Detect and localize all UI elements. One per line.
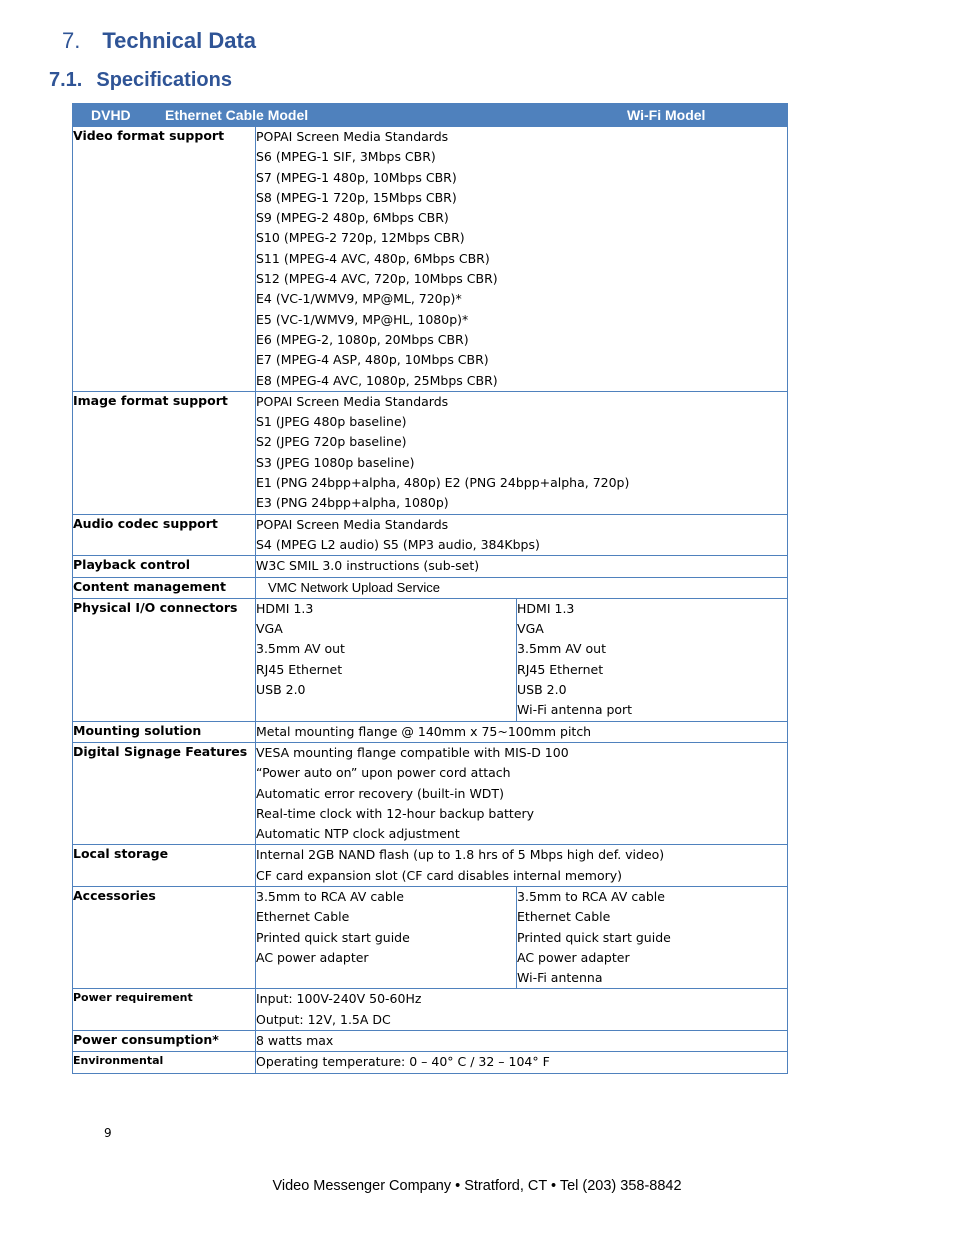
spec-value-line: E3 (PNG 24bpp+alpha, 1080p) [256, 495, 449, 511]
spec-value-cell [256, 742, 788, 844]
spec-value-line: Wi-Fi antenna port [517, 702, 633, 718]
spec-value-line: 3.5mm to RCA AV cable [517, 888, 665, 904]
spec-label: Environmental [73, 1054, 164, 1068]
spec-value-line: USB 2.0 [517, 682, 567, 698]
subsection-title: Specifications [96, 69, 232, 91]
spec-label-cell [73, 577, 256, 598]
table-header-row [73, 104, 788, 127]
spec-value-line: E4 (VC-1/WMV9, MP@ML, 720p)* [256, 291, 462, 307]
spec-value-cell [256, 127, 788, 392]
spec-wifi-cell [517, 886, 788, 988]
spec-value-line: Wi-Fi antenna [517, 970, 603, 986]
spec-value-line: S4 (MPEG L2 audio) S5 (MP3 audio, 384Kbps) [256, 536, 540, 552]
header-ethernet: Ethernet Cable Model [165, 107, 309, 123]
spec-value-cell [256, 391, 788, 514]
spec-label-cell [73, 1031, 256, 1052]
spec-label-cell [73, 721, 256, 742]
spec-value-line: 3.5mm AV out [256, 641, 345, 657]
spec-label: Playback control [73, 557, 191, 573]
spec-value-line: AC power adapter [517, 949, 630, 965]
header-wifi-cell [517, 104, 788, 127]
section-number: 7. [62, 28, 81, 53]
spec-value-line: Internal 2GB NAND flash (up to 1.8 hrs of 5 Mbps high def. video) [256, 847, 665, 863]
table-row [73, 577, 788, 598]
spec-label: Digital Signage Features [73, 743, 248, 759]
spec-value-line: VGA [517, 621, 544, 637]
spec-value-line: Real-time clock with 12-hour backup battery [256, 805, 535, 821]
spec-value-line: RJ45 Ethernet [517, 661, 604, 677]
table-row [73, 845, 788, 887]
spec-value-line: S10 (MPEG-2 720p, 12Mbps CBR) [256, 230, 465, 246]
spec-value-cell [256, 721, 788, 742]
spec-value-line: VMC Network Upload Service [268, 579, 440, 595]
spec-label: Image format support [73, 392, 228, 408]
spec-label-cell [73, 598, 256, 721]
spec-value-line: Automatic NTP clock adjustment [256, 826, 460, 842]
subsection-heading [49, 69, 232, 92]
spec-value-cell [256, 577, 788, 598]
spec-value-cell [256, 1031, 788, 1052]
spec-value-line: Ethernet Cable [256, 909, 350, 925]
table-row [73, 1031, 788, 1052]
spec-value-line: S8 (MPEG-1 720p, 15Mbps CBR) [256, 189, 457, 205]
subsection-number: 7.1. [49, 69, 83, 91]
spec-label: Power requirement [73, 991, 193, 1005]
spec-label-cell [73, 514, 256, 556]
spec-value-line: HDMI 1.3 [256, 600, 314, 616]
spec-value-line: S9 (MPEG-2 480p, 6Mbps CBR) [256, 210, 449, 226]
table-row [73, 556, 788, 577]
section-heading [62, 28, 256, 54]
spec-label: Content management [73, 578, 226, 594]
table-row [73, 742, 788, 844]
spec-value-line: AC power adapter [256, 949, 369, 965]
spec-value-line: Printed quick start guide [256, 929, 410, 945]
spec-label-cell [73, 556, 256, 577]
spec-value-line: VESA mounting flange compatible with MIS-D 100 [256, 744, 569, 760]
spec-value-line: POPAI Screen Media Standards [256, 129, 449, 144]
spec-label: Accessories [73, 887, 156, 903]
spec-value-line: VGA [256, 621, 283, 637]
spec-value-line: “Power auto on” upon power cord attach [256, 765, 511, 781]
table-row [73, 598, 788, 721]
spec-label-cell [73, 886, 256, 988]
table-row [73, 127, 788, 392]
spec-value-line: POPAI Screen Media Standards [256, 516, 449, 532]
spec-value-line: E6 (MPEG-2, 1080p, 20Mbps CBR) [256, 331, 469, 347]
spec-value-line: S11 (MPEG-4 AVC, 480p, 6Mbps CBR) [256, 250, 490, 266]
spec-value-line: 8 watts max [256, 1033, 334, 1049]
spec-label: Physical I/O connectors [73, 599, 238, 615]
spec-value-line: USB 2.0 [256, 682, 306, 698]
spec-value-line: S2 (JPEG 720p baseline) [256, 434, 407, 450]
spec-value-line: E5 (VC-1/WMV9, MP@HL, 1080p)* [256, 311, 469, 327]
spec-label-cell [73, 989, 256, 1031]
spec-value-line: S1 (JPEG 480p baseline) [256, 414, 407, 430]
spec-ethernet-cell [256, 886, 517, 988]
spec-label-cell [73, 845, 256, 887]
spec-value-line: HDMI 1.3 [517, 600, 575, 616]
spec-value-line: Ethernet Cable [517, 909, 611, 925]
spec-value-cell [256, 514, 788, 556]
spec-value-line: Printed quick start guide [517, 929, 671, 945]
header-ethernet-cell [73, 104, 517, 127]
spec-value-line: E1 (PNG 24bpp+alpha, 480p) E2 (PNG 24bpp+alpha, 720p) [256, 475, 630, 491]
spec-value-cell [256, 989, 788, 1031]
spec-wifi-cell [517, 598, 788, 721]
spec-ethernet-cell [256, 598, 517, 721]
table-row [73, 514, 788, 556]
spec-value-line: 3.5mm AV out [517, 641, 606, 657]
spec-value-line: Automatic error recovery (built-in WDT) [256, 785, 504, 801]
spec-value-line: POPAI Screen Media Standards [256, 393, 449, 409]
spec-label-cell [73, 742, 256, 844]
spec-value-line: Output: 12V, 1.5A DC [256, 1011, 391, 1027]
spec-value-line: RJ45 Ethernet [256, 661, 343, 677]
spec-value-line: E8 (MPEG-4 AVC, 1080p, 25Mbps CBR) [256, 372, 498, 388]
spec-value-line: Input: 100V-240V 50-60Hz [256, 991, 422, 1007]
table-row [73, 886, 788, 988]
specifications-table [72, 103, 788, 1074]
spec-value-line: S6 (MPEG-1 SIF, 3Mbps CBR) [256, 149, 436, 165]
table-row [73, 721, 788, 742]
page-footer: Video Messenger Company • Stratford, CT • Tel (203) 358-8842 [272, 1178, 682, 1194]
spec-label: Local storage [73, 846, 169, 862]
spec-label: Mounting solution [73, 722, 202, 738]
spec-value-line: W3C SMIL 3.0 instructions (sub-set) [256, 558, 480, 574]
page-number: 9 [104, 1126, 112, 1140]
spec-value-line: Operating temperature: 0 – 40° C / 32 – 104° F [256, 1054, 550, 1070]
spec-value-line: S7 (MPEG-1 480p, 10Mbps CBR) [256, 169, 457, 185]
spec-value-line: E7 (MPEG-4 ASP, 480p, 10Mbps CBR) [256, 352, 489, 368]
spec-value-line: CF card expansion slot (CF card disables internal memory) [256, 867, 623, 883]
table-row [73, 989, 788, 1031]
spec-value-line: 3.5mm to RCA AV cable [256, 888, 404, 904]
spec-value-line: S12 (MPEG-4 AVC, 720p, 10Mbps CBR) [256, 271, 498, 287]
spec-label: Video format support [73, 128, 225, 143]
header-wifi: Wi-Fi Model [627, 107, 706, 123]
spec-value-line: Metal mounting flange @ 140mm x 75~100mm pitch [256, 723, 592, 739]
spec-value-cell [256, 845, 788, 887]
spec-value-cell [256, 1052, 788, 1073]
spec-label-cell [73, 391, 256, 514]
table-row [73, 1052, 788, 1073]
spec-label: Power consumption* [73, 1032, 219, 1048]
header-dvhd: DVHD [91, 107, 131, 123]
section-title: Technical Data [102, 28, 257, 53]
spec-label: Audio codec support [73, 515, 218, 531]
spec-label-cell [73, 127, 256, 392]
spec-label-cell [73, 1052, 256, 1073]
spec-value-line: S3 (JPEG 1080p baseline) [256, 454, 415, 470]
table-row [73, 391, 788, 514]
spec-value-cell [256, 556, 788, 577]
